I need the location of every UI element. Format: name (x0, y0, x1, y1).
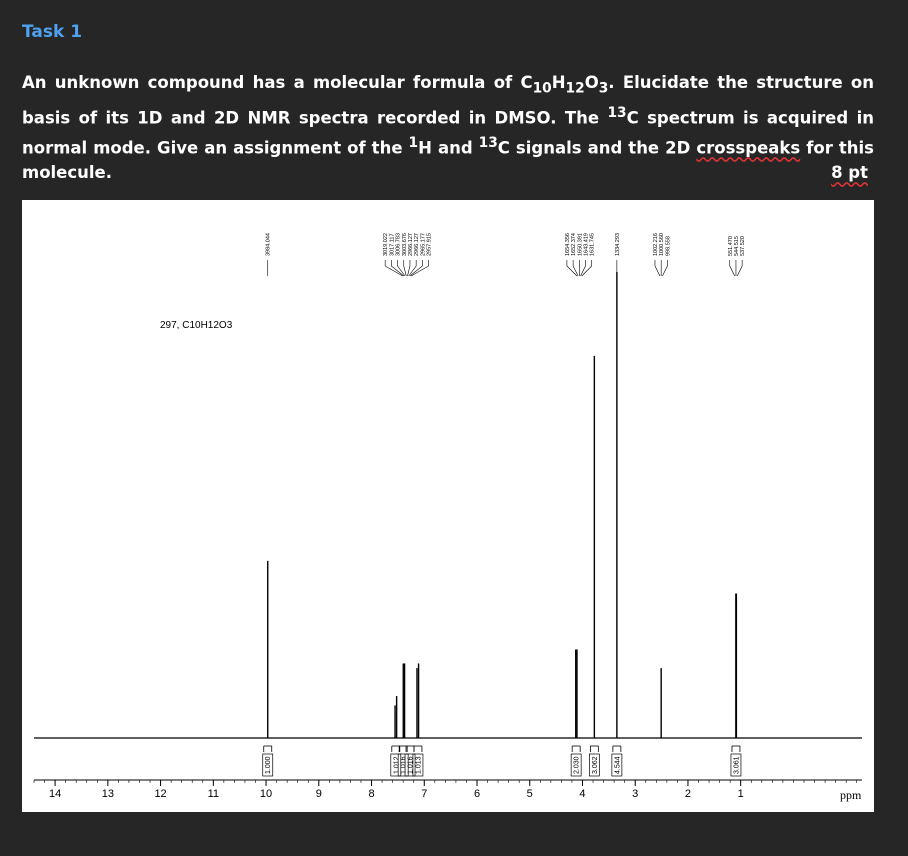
task-title: Task 1 (22, 22, 83, 42)
task-question (22, 70, 874, 185)
x-tick-label: 6 (473, 788, 481, 800)
peak-shift-label: 3003.676 (401, 233, 408, 256)
peak-label-connector (582, 260, 592, 276)
x-tick-label: 11 (207, 788, 220, 800)
nmr-spectrum-panel (22, 200, 874, 812)
peak-shift-label: 1334.293 (614, 233, 621, 256)
superscript: 1 (408, 134, 419, 151)
x-tick-label: 2 (684, 788, 692, 800)
peak-label-connector (730, 260, 735, 276)
peak-shift-label: 2965.177 (420, 233, 427, 256)
x-tick-label: 14 (48, 788, 62, 800)
x-tick-label: 8 (368, 788, 375, 800)
peak-shift-label: 1002.216 (652, 233, 659, 256)
superscript: 13 (607, 105, 627, 122)
peak-shift-label: 544.515 (733, 236, 740, 256)
peak-label-connector (404, 260, 407, 276)
x-tick-label: 12 (154, 788, 167, 800)
question-text: assignment of the (233, 138, 409, 158)
integral-value: 3.062 (591, 756, 599, 774)
subscript: 10 (532, 80, 552, 97)
question-text: C signals and the 2D (497, 138, 697, 158)
peak-shift-label: 1652.374 (571, 233, 578, 256)
question-text: . Elucidate the structure on basis of its 1D (22, 73, 874, 128)
x-tick-label: 7 (421, 788, 428, 800)
peak-label-connector (737, 260, 742, 276)
peak-label-connector (407, 260, 410, 276)
question-text: for this molecule. (22, 138, 874, 183)
integral-value: 1.013 (415, 756, 423, 774)
peak-shift-label: 998.558 (665, 236, 672, 256)
x-tick-label: 5 (526, 788, 533, 800)
peak-shift-label: 2966.127 (407, 233, 414, 256)
peak-shift-label: 1650.391 (577, 233, 584, 256)
peak-shift-label: 2957.915 (426, 233, 433, 256)
peak-shift-label: 3017.117 (389, 233, 396, 256)
spellcheck-word: crosspeaks (696, 138, 801, 158)
peak-shift-label: 1631.745 (589, 233, 596, 256)
peak-label-connector (581, 260, 586, 276)
subscript: 3 (598, 80, 609, 97)
points-label: 8 pt (831, 163, 868, 183)
peak-label-connector (655, 260, 660, 276)
question-text: An unknown compound has a molecular formula of C (22, 73, 533, 92)
peak-shift-label: 2966.127 (414, 233, 421, 256)
subscript: 12 (565, 80, 585, 97)
superscript: 13 (478, 134, 498, 151)
x-tick-label: 3 (632, 788, 639, 800)
integral-value: 3.061 (733, 756, 741, 774)
peak-shift-label: 3006.783 (395, 233, 402, 256)
peak-label-connector (662, 260, 667, 276)
peak-shift-label: 551.470 (727, 236, 734, 256)
integral-value: 1.016 (400, 756, 408, 774)
question-text: O (584, 73, 599, 92)
question-text: H and (418, 138, 479, 158)
peak-shift-label: 537.520 (740, 236, 747, 256)
integral-value: 1.000 (265, 756, 273, 774)
integral-value: 1.012 (393, 756, 401, 774)
x-tick-label: 10 (259, 788, 273, 800)
integral-value: 1.016 (407, 756, 415, 774)
peak-shift-label: 3984.044 (265, 233, 272, 256)
nmr-spectrum-chart (22, 200, 874, 812)
peak-shift-label: 1654.356 (564, 233, 571, 256)
x-tick-label: 1 (737, 788, 744, 800)
peak-shift-label: 3019.022 (383, 233, 390, 256)
integral-value: 2.030 (573, 756, 581, 774)
integral-value: 4.544 (614, 756, 622, 774)
question-text: C spectrum is acquired in normal mode. Give an (22, 108, 874, 158)
x-tick-label: 9 (315, 788, 322, 800)
x-tick-label: 4 (579, 788, 586, 800)
x-tick-label: 13 (101, 788, 114, 800)
question-text: and 2D NMR spectra recorded in DMSO. The (170, 108, 608, 128)
peak-label-connector (567, 260, 577, 276)
chart-title: 297, C10H12O3 (160, 320, 233, 331)
question-text: H (551, 73, 566, 92)
peak-label-connector (573, 260, 578, 276)
peak-shift-label: 1643.419 (583, 233, 590, 256)
peak-shift-label: 1000.560 (659, 233, 666, 256)
x-axis-label: ppm (840, 788, 862, 802)
